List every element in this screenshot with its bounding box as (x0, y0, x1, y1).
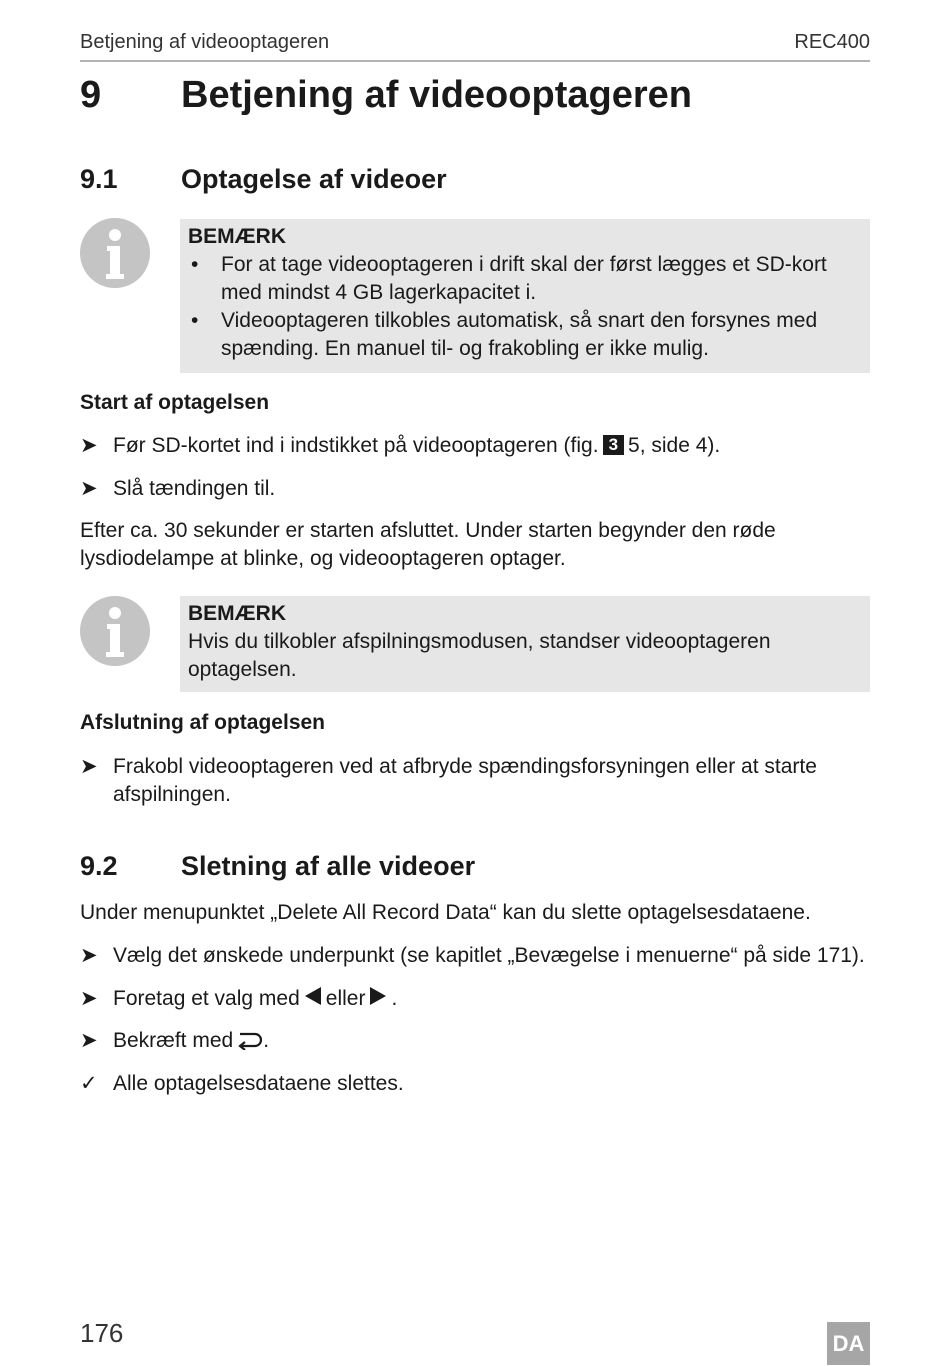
section-number: 9.2 (80, 851, 118, 881)
figure-ref-badge: 3 (603, 435, 624, 455)
section-number: 9.1 (80, 164, 118, 194)
step-text: Vælg det ønskede underpunkt (se kapitlet „Bevægelse i menuerne“ på side 171). (113, 944, 865, 967)
return-arrow-icon (237, 1030, 263, 1050)
step-text: Frakobl videooptageren ved at afbryde spændingsforsyningen eller at starte afspilningen. (113, 755, 817, 806)
arrow-marker: ➤ (80, 477, 98, 500)
result-step (80, 1070, 880, 1098)
section-title: Sletning af alle videoer (181, 851, 476, 881)
arrow-marker: ➤ (80, 755, 98, 778)
step-text: . (391, 987, 398, 1010)
step-text: eller (325, 987, 366, 1010)
note-item: • For at tage videooptageren i drift skal der først lægges et SD-kort med mindst 4 GB lagerkapacitet i. (188, 251, 862, 307)
step-text: Slå tændingen til. (113, 477, 276, 500)
note-list (188, 251, 862, 363)
note-label: BEMÆRK (188, 225, 286, 248)
instruction-step (80, 753, 880, 809)
chapter-title: Betjening af videooptageren (181, 74, 692, 116)
note-item: • Videooptageren tilkobles automatisk, så snart den forsynes med spænding. En manuel til- og frakobling er ikke mulig. (188, 307, 862, 363)
subheading-start: Start af optagelsen (80, 391, 270, 414)
instruction-step (80, 1027, 880, 1055)
note-text: Hvis du tilkobler afspilningsmodusen, standser videooptageren optagelsen. (188, 630, 771, 681)
language-badge: DA (827, 1322, 870, 1365)
note-box (180, 596, 870, 692)
chapter-number: 9 (80, 74, 102, 116)
right-triangle-icon (369, 986, 387, 1006)
result-text: Alle optagelsesdataene slettes. (113, 1072, 404, 1095)
left-triangle-icon (304, 986, 322, 1006)
instruction-step (80, 985, 880, 1013)
running-header-title: Betjening af videooptageren (80, 31, 330, 53)
check-marker: ✓ (80, 1072, 98, 1095)
step-text: 5, side 4). (628, 434, 721, 457)
body-paragraph: Efter ca. 30 sekunder er starten afsluttet. Under starten begynder den røde lysdiodelampe at blinke, og videooptageren optager. (80, 519, 776, 570)
body-paragraph: Under menupunktet „Delete All Record Data“ kan du slette optagelsesdataene. (80, 901, 811, 924)
arrow-marker: ➤ (80, 987, 98, 1010)
info-icon (80, 218, 150, 288)
arrow-marker: ➤ (80, 944, 98, 967)
instruction-step (80, 475, 880, 503)
step-text: Foretag et valg med (113, 987, 300, 1010)
step-text: . (263, 1029, 270, 1052)
instruction-step (80, 432, 880, 460)
info-icon (80, 596, 150, 666)
subheading-end: Afslutning af optagelsen (80, 711, 326, 734)
note-label: BEMÆRK (188, 602, 286, 625)
header-divider (80, 60, 870, 62)
page-number: 176 (80, 1318, 124, 1348)
section-title: Optagelse af videoer (181, 164, 447, 194)
note-box (180, 219, 870, 373)
running-header-model: REC400 (794, 31, 870, 53)
arrow-marker: ➤ (80, 434, 98, 457)
step-text: Bekræft med (113, 1029, 234, 1052)
arrow-marker: ➤ (80, 1029, 98, 1052)
instruction-step (80, 942, 880, 970)
step-text: Før SD-kortet ind i indstikket på videooptageren (fig. (113, 434, 599, 457)
